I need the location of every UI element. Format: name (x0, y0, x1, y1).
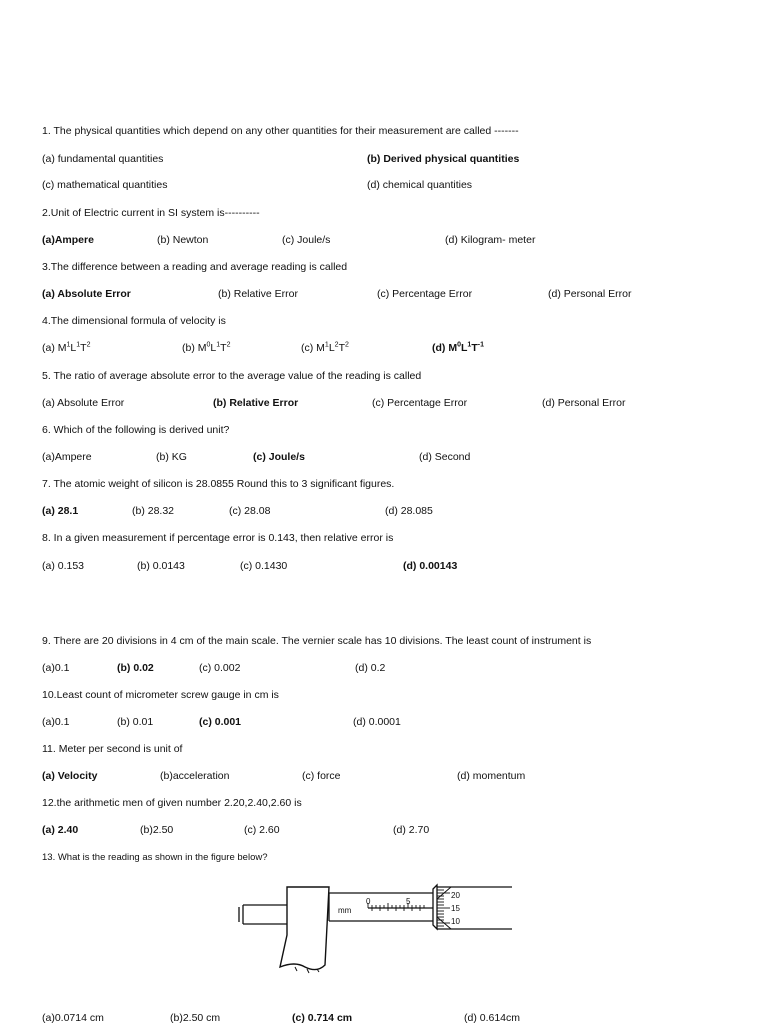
question-4: 4.The dimensional formula of velocity is (42, 315, 226, 327)
q1-option-a: (a) fundamental quantities (42, 153, 164, 165)
q9-option-d: (d) 0.2 (355, 662, 386, 674)
question-9: 9. There are 20 divisions in 4 cm of the main scale. The vernier scale has 10 divisions. The least count of instrument is (42, 635, 592, 647)
q1-option-b: (b) Derived physical quantities (367, 153, 520, 165)
q4-option-c: (c) $M^1L^2T^2$ (301, 341, 349, 354)
q5-option-b: (b) Relative Error (213, 397, 299, 409)
q7-option-a: (a) 28.1 (42, 505, 79, 517)
q2-option-d: (d) Kilogram- meter (445, 234, 536, 246)
q8-option-c: (c) 0.1430 (240, 560, 288, 572)
question-6: 6. Which of the following is derived unit? (42, 424, 230, 436)
q7-option-b: (b) 28.32 (132, 505, 175, 517)
q11-option-a: (a) Velocity (42, 770, 98, 782)
q4-option-d: (d) $M^0L^1T^{-1}$ (432, 341, 484, 354)
main-scale-label-0: 0 (366, 897, 371, 906)
q9-option-b: (b) 0.02 (117, 662, 154, 674)
q12-option-d: (d) 2.70 (393, 824, 430, 836)
q1-option-c: (c) mathematical quantities (42, 179, 168, 191)
main-scale-ticks (368, 903, 424, 911)
q2-option-b: (b) Newton (157, 234, 209, 246)
q11-option-b: (b)acceleration (160, 770, 230, 782)
q13-option-c: (c) 0.714 cm (292, 1012, 353, 1024)
q10-option-a: (a)0.1 (42, 716, 70, 728)
micrometer-anvil (239, 905, 287, 924)
q12-option-b: (b)2.50 (140, 824, 174, 836)
q6-option-c: (c) Joule/s (253, 451, 305, 463)
thimble-scale-ticks (437, 890, 450, 929)
question-7: 7. The atomic weight of silicon is 28.0855 Round this to 3 significant figures. (42, 478, 395, 490)
q6-option-a: (a)Ampere (42, 451, 92, 463)
q4-option-a: (a) $M^1L^1T^2$ (42, 341, 91, 354)
q12-option-c: (c) 2.60 (244, 824, 280, 836)
q8-option-a: (a) 0.153 (42, 560, 85, 572)
question-5: 5. The ratio of average absolute error to the average value of the reading is called (42, 370, 422, 382)
q3-option-d: (d) Personal Error (548, 288, 632, 300)
q6-option-b: (b) KG (156, 451, 187, 463)
thimble-label-20: 20 (451, 891, 460, 900)
q9-option-a: (a)0.1 (42, 662, 70, 674)
q10-option-c: (c) 0.001 (199, 716, 242, 728)
q12-option-a: (a) 2.40 (42, 824, 79, 836)
q5-option-d: (d) Personal Error (542, 397, 626, 409)
q3-option-a: (a) Absolute Error (42, 288, 131, 300)
q6-option-d: (d) Second (419, 451, 471, 463)
micrometer-thimble (433, 885, 512, 929)
q11-option-d: (d) momentum (457, 770, 526, 782)
q8-option-d: (d) 0.00143 (403, 560, 458, 572)
q7-option-d: (d) 28.085 (385, 505, 433, 517)
q5-option-a: (a) Absolute Error (42, 397, 125, 409)
thimble-label-10: 10 (451, 917, 460, 926)
q1-option-d: (d) chemical quantities (367, 179, 473, 191)
q13-option-b: (b)2.50 cm (170, 1012, 221, 1024)
q2-option-a: (a)Ampere (42, 234, 94, 246)
question-10: 10.Least count of micrometer screw gauge in cm is (42, 689, 279, 701)
q4-option-b: (b) $M^0L^1T^2$ (182, 341, 231, 354)
main-scale-label-5: 5 (406, 897, 411, 906)
question-1: 1. The physical quantities which depend on any other quantities for their measurement are called ------- (42, 125, 519, 137)
q2-option-c: (c) Joule/s (282, 234, 331, 246)
q9-option-c: (c) 0.002 (199, 662, 241, 674)
question-3: 3.The difference between a reading and average reading is called (42, 261, 348, 273)
q3-option-b: (b) Relative Error (218, 288, 298, 300)
q8-option-b: (b) 0.0143 (137, 560, 185, 572)
question-13: 13. What is the reading as shown in the figure below? (42, 852, 268, 863)
question-11: 11. Meter per second is unit of (42, 743, 183, 755)
q5-option-c: (c) Percentage Error (372, 397, 468, 409)
thimble-label-15: 15 (451, 904, 460, 913)
micrometer-figure (225, 877, 520, 975)
unit-label: mm (338, 906, 352, 915)
q10-option-b: (b) 0.01 (117, 716, 154, 728)
q13-option-a: (a)0.0714 cm (42, 1012, 104, 1024)
q10-option-d: (d) 0.0001 (353, 716, 401, 728)
q7-option-c: (c) 28.08 (229, 505, 271, 517)
micrometer-frame (280, 887, 329, 973)
question-2: 2.Unit of Electric current in SI system is---------- (42, 207, 260, 219)
q13-option-d: (d) 0.614cm (464, 1012, 521, 1024)
question-12: 12.the arithmetic men of given number 2.20,2.40,2.60 is (42, 797, 302, 809)
question-8: 8. In a given measurement if percentage error is 0.143, then relative error is (42, 532, 394, 544)
q3-option-c: (c) Percentage Error (377, 288, 473, 300)
q11-option-c: (c) force (302, 770, 341, 782)
